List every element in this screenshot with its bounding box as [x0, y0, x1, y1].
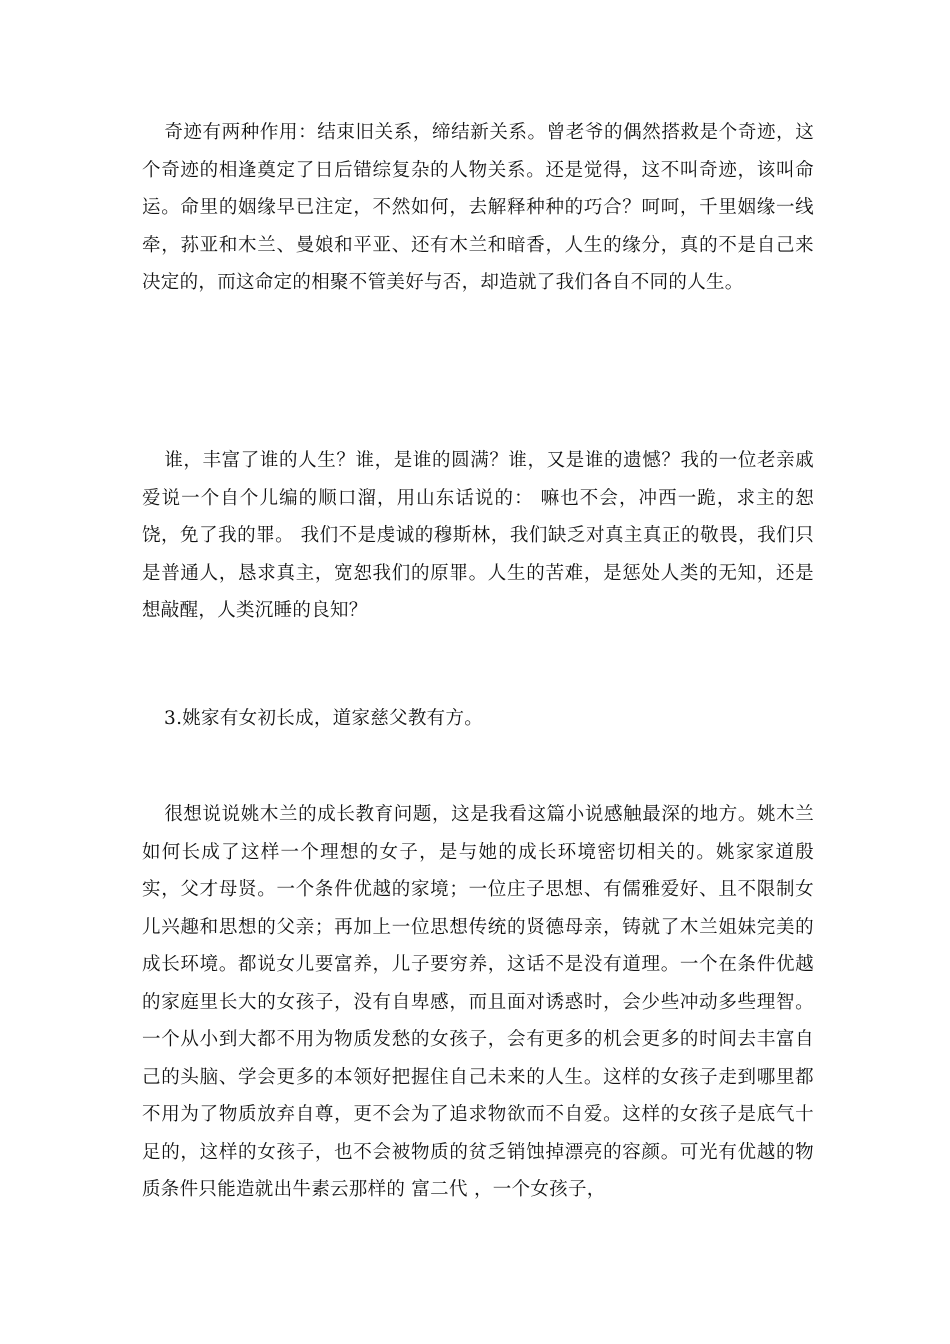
section-heading-text: 3.姚家有女初长成，道家慈父教有方。 [164, 708, 484, 729]
section-heading [142, 700, 814, 738]
paragraph-1-text: 奇迹有两种作用：结束旧关系，缔结新关系。曾老爷的偶然搭救是个奇迹，这个奇迹的相逢奠定了日后错综复杂的人物关系。还是觉得，这不叫奇迹，该叫命运。命里的姻缘早已注定，不然如何，去解释种种的巧合？呵呵，千里姻缘一线牵，荪亚和木兰、曼娘和平亚、还有木兰和暗香，人生的缘分，真的不是自己来决定的，而这命定的相聚不管美好与否，却造就了我们各自不同的人生。 [142, 122, 814, 293]
paragraph-2 [142, 442, 814, 630]
paragraph-3-text: 很想说说姚木兰的成长教育问题，这是我看这篇小说感触最深的地方。姚木兰如何长成了这样一个理想的女子，是与她的成长环境密切相关的。姚家家道殷实，父才母贤。一个条件优越的家境；一位庄子思想、有儒雅爱好、且不限制女儿兴趣和思想的父亲；再加上一位思想传统的贤德母亲，铸就了木兰姐妹完美的成长环境。都说女儿要富养，儿子要穷养，这话不是没有道理。一个在条件优越的家庭里长大的女孩子，没有自卑感，而且面对诱惑时，会少些冲动多些理智。一个从小到大都不用为物质发愁的女孩子，会有更多的机会更多的时间去丰富自己的头脑、学会更多的本领好把握住自己未来的人生。这样的女孩子走到哪里都不用为了物质放弃自尊，更不会为了追求物欲而不自爱。这样的女孩子是底气十足的，这样的女孩子，也不会被物质的贫乏销蚀掉漂亮的容颜。可光有优越的物质条件只能造就出牛素云那样的 富二代 ，一个女孩子， [142, 804, 814, 1200]
paragraph-2-text: 谁，丰富了谁的人生？谁，是谁的圆满？谁，又是谁的遗憾？我的一位老亲戚爱说一个自个儿编的顺口溜，用山东话说的： 嘛也不会，冲西一跪，求主的恕饶，免了我的罪。 我们不是虔诚的穆斯林，我们缺乏对真主真正的敬畏，我们只是普通人，恳求真主，宽恕我们的原罪。人生的苦难，是惩处人类的无知，还是想敲醒，人类沉睡的良知？ [142, 450, 814, 621]
paragraph-3 [142, 796, 814, 1209]
paragraph-1 [142, 114, 814, 302]
